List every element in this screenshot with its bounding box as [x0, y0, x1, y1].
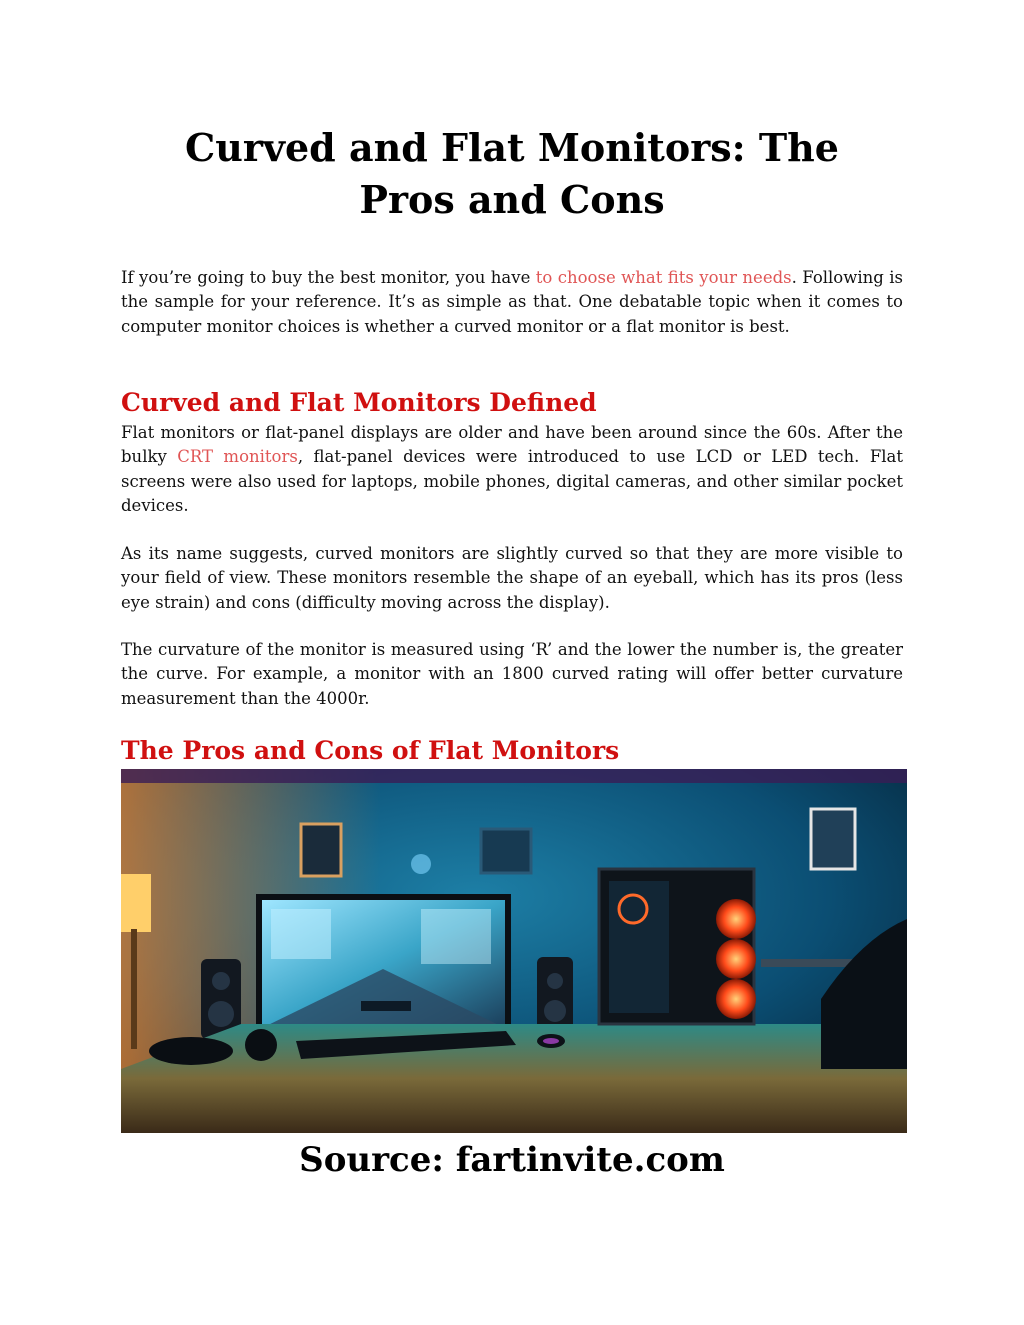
crt-monitors-link[interactable]: CRT monitors: [177, 447, 298, 467]
section-heading-defined: Curved and Flat Monitors Defined: [121, 388, 597, 417]
title-line-1: Curved and Flat Monitors: The: [185, 125, 839, 170]
lamp-shade: [121, 874, 151, 932]
image-caption: Source: fartinvite.com: [299, 1140, 725, 1180]
wall-frame-right: [811, 809, 855, 869]
wall-frame-center: [481, 829, 531, 873]
gaming-setup-photo: [121, 769, 907, 1133]
intro-text-start: If you’re going to buy the best monitor, you have: [121, 268, 536, 287]
title-line-2: Pros and Cons: [359, 177, 665, 222]
intro-paragraph: [121, 266, 903, 339]
defined-p1-text-start: Flat monitors or flat-panel displays are older and have been around since the 60s. After the bulky: [121, 423, 903, 467]
headphones: [149, 1037, 233, 1065]
section-heading-flat-pros-cons: The Pros and Cons of Flat Monitors: [121, 736, 620, 765]
intro-link[interactable]: to choose what fits your needs: [535, 268, 792, 287]
pc-fan-1: [716, 899, 756, 939]
intro-text-end: . Following is the sample for your reference. It’s as simple as that. One debatable topic when it comes to computer monitor choices is whether a curved monitor or a flat monitor is best.: [121, 268, 903, 336]
defined-paragraph-1: [121, 421, 903, 518]
pc-fan-2: [716, 939, 756, 979]
defined-p1-text-end: , flat-panel devices were introduced to use LCD or LED tech. Flat screens were also used for laptops, mobile phones, digital cameras, and other similar pocket devices.: [121, 447, 904, 515]
defined-paragraph-2: As its name suggests, curved monitors are slightly curved so that they are more visible to your field of view. These monitors resemble the shape of an eyeball, which has its pros (less eye strain) and cons (difficulty moving across the display).: [121, 544, 903, 612]
pc-fan-3: [716, 979, 756, 1019]
page-title: [0, 122, 1024, 226]
wall-frame-left: [301, 824, 341, 876]
desk: [121, 1024, 907, 1133]
defined-paragraph-3: The curvature of the monitor is measured using ‘R’ and the lower the number is, the greater the curve. For example, a monitor with an 1800 curved rating will offer better curvature measurement than the 4000r.: [121, 640, 903, 708]
